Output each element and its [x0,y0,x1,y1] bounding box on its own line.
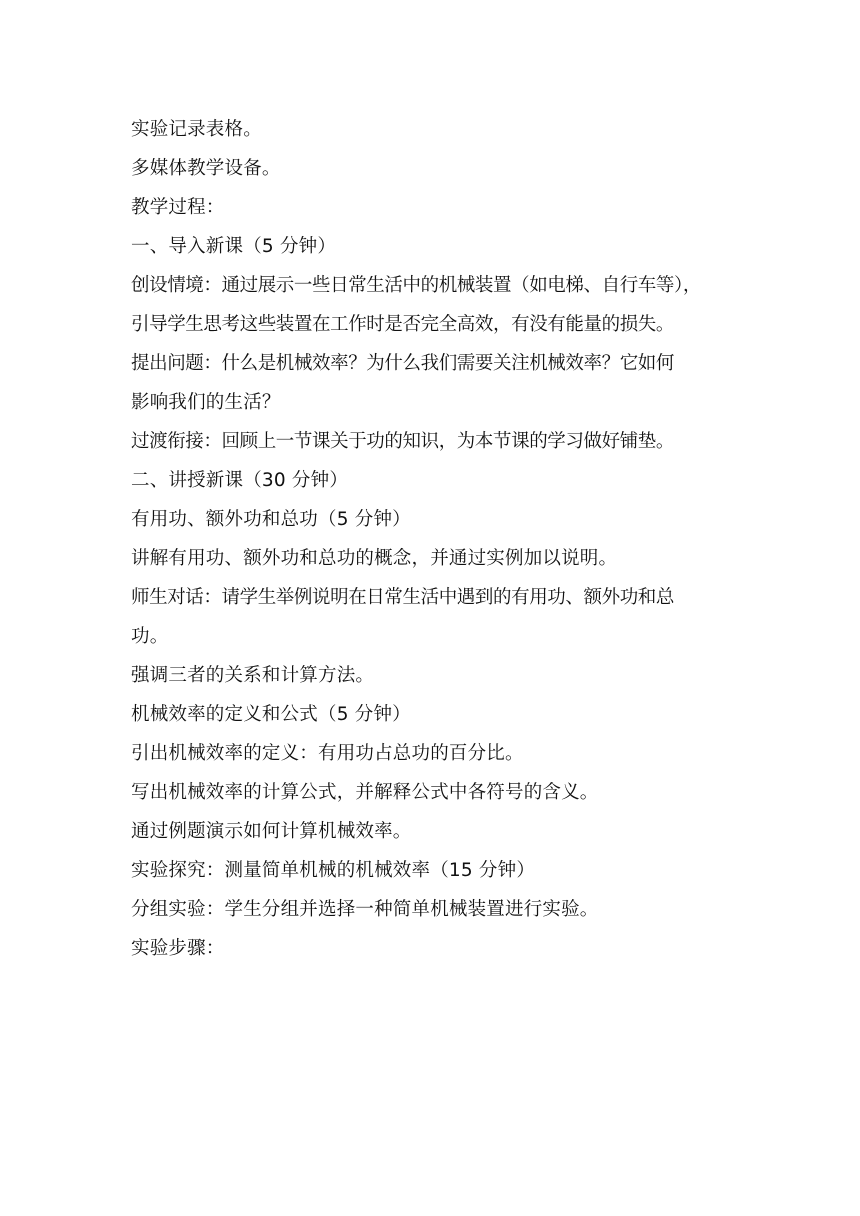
text-line: 分组实验：学生分组并选择一种简单机械装置进行实验。 [131,899,599,920]
text-line: 功。 [131,626,169,647]
text-line: 实验记录表格。 [131,119,262,140]
section-heading: 二、讲授新课（30 分钟） [131,470,349,491]
text-line: 教学过程： [131,197,225,218]
text-line: 多媒体教学设备。 [131,158,281,179]
text-line: 写出机械效率的计算公式，并解释公式中各符号的含义。 [131,782,599,803]
text-line: 过渡衔接：回顾上一节课关于功的知识，为本节课的学习做好铺垫。 [131,431,675,452]
subsection-heading: 实验探究：测量简单机械的机械效率（15 分钟） [131,860,536,881]
text-line: 强调三者的关系和计算方法。 [131,665,375,686]
subsection-heading: 有用功、额外功和总功（5 分钟） [131,509,411,530]
text-line: 讲解有用功、额外功和总功的概念，并通过实例加以说明。 [131,548,618,569]
subsection-heading: 机械效率的定义和公式（5 分钟） [131,704,411,725]
document-body [131,110,731,968]
section-heading: 一、导入新课（5 分钟） [131,236,337,257]
text-line: 提出问题：什么是机械效率？为什么我们需要关注机械效率？它如何 [131,353,675,374]
text-line: 引出机械效率的定义：有用功占总功的百分比。 [131,743,524,764]
text-line: 通过例题演示如何计算机械效率。 [131,821,412,842]
text-line: 实验步骤： [131,938,225,959]
text-line: 引导学生思考这些装置在工作时是否完全高效，有没有能量的损失。 [131,314,675,335]
text-line: 影响我们的生活？ [131,392,281,413]
text-line: 创设情境：通过展示一些日常生活中的机械装置（如电梯、自行车等）， [131,275,701,296]
text-line: 师生对话：请学生举例说明在日常生活中遇到的有用功、额外功和总 [131,587,675,608]
